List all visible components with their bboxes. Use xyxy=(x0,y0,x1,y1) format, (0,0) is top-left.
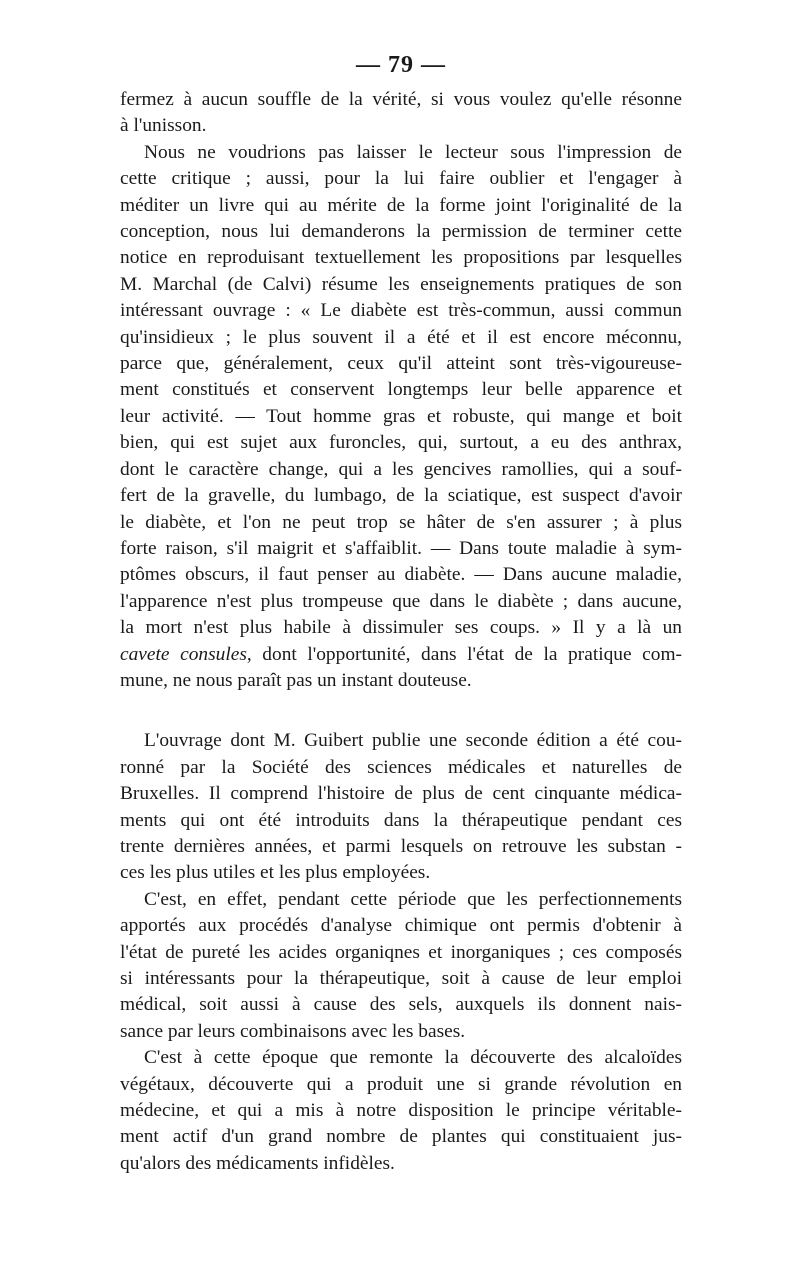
text-line: Nous ne voudrions pas laisser le lecteur sous l'impression de xyxy=(144,141,682,163)
book-page xyxy=(120,52,682,1177)
text-line: sance par leurs combinaisons avec les bases. xyxy=(120,1020,466,1042)
text-line: trente dernières années, et parmi lesquels on retrouve les substan - xyxy=(120,835,682,857)
paragraph xyxy=(120,140,682,695)
text-line: qu'insidieux ; le plus souvent il a été et il est encore méconnu, xyxy=(120,326,682,348)
text-line: bien, qui est sujet aux furoncles, qui, surtout, a eu des anthrax, xyxy=(120,432,682,454)
text-line: forte raison, s'il maigrit et s'affaiblit. — Dans toute maladie à sym- xyxy=(120,537,682,559)
text-line: C'est, en effet, pendant cette période que les perfectionnements xyxy=(144,888,682,910)
text-line: conception, nous lui demanderons la permission de terminer cette xyxy=(120,221,682,243)
text-line: dont le caractère change, qui a les gencives ramollies, qui a souf- xyxy=(120,458,682,480)
text-line: intéressant ouvrage : « Le diabète est très-commun, aussi commun xyxy=(120,300,682,322)
text-line: leur activité. — Tout homme gras et robuste, qui mange et boit xyxy=(120,405,682,427)
text-line: fermez à aucun souffle de la vérité, si vous voulez qu'elle résonne xyxy=(120,89,682,110)
section-gap xyxy=(120,694,682,728)
text-line: la mort n'est plus habile à dissimuler ses coups. » Il y a là un xyxy=(120,617,682,639)
paragraph xyxy=(120,728,682,886)
text-line: à l'unisson. xyxy=(120,115,207,137)
text-line: l'état de pureté les acides organiqnes et inorganiques ; ces composés xyxy=(120,941,682,963)
text-line: végétaux, découverte qui a produit une si grande révolution en xyxy=(120,1073,682,1095)
paragraph xyxy=(120,887,682,1045)
paragraph xyxy=(120,1045,682,1177)
text-line: Bruxelles. Il comprend l'histoire de plus de cent cinquante médica- xyxy=(120,783,682,805)
text-line: ronné par la Société des sciences médicales et naturelles de xyxy=(120,756,682,778)
text-line: ptômes obscurs, il faut penser au diabète. — Dans aucune maladie, xyxy=(120,564,682,586)
text-line: apportés aux procédés d'analyse chimique ont permis d'obtenir à xyxy=(120,915,682,937)
text-line: ments qui ont été introduits dans la thérapeutique pendant ces xyxy=(120,809,682,831)
text-line: M. Marchal (de Calvi) résume les enseignements pratiques de son xyxy=(120,273,682,295)
page-number: — 79 — xyxy=(356,52,446,78)
text-line: ment actif d'un grand nombre de plantes qui constituaient jus- xyxy=(120,1126,682,1148)
text-line: si intéressants pour la thérapeutique, soit à cause de leur emploi xyxy=(120,968,682,989)
text-line: ces les plus utiles et les plus employées. xyxy=(120,862,431,884)
text-line: médecine, et qui a mis à notre disposition le principe véritable- xyxy=(120,1100,682,1122)
text-line: le diabète, et l'on ne peut trop se hâter de s'en assurer ; à plus xyxy=(120,511,682,533)
text-line: méditer un livre qui au mérite de la forme joint l'originalité de la xyxy=(120,194,682,216)
text-line: parce que, généralement, ceux qu'il atteint sont très-vigoureuse- xyxy=(120,353,682,375)
text-line: L'ouvrage dont M. Guibert publie une seconde édition a été cou- xyxy=(144,730,682,752)
text-line: C'est à cette époque que remonte la découverte des alcaloïdes xyxy=(144,1047,682,1069)
text-line: cette critique ; aussi, pour la lui faire oublier et l'engager à xyxy=(120,168,682,190)
text-line: notice en reproduisant textuellement les propositions par lesquelles xyxy=(120,247,682,269)
text-line-italic-start: cavete consules, dont l'opportunité, dans l'état de la pratique com- xyxy=(120,643,683,665)
text-line: qu'alors des médicaments infidèles. xyxy=(120,1152,395,1174)
text-line: médical, soit aussi à cause des sels, auxquels ils donnent nais- xyxy=(120,994,682,1016)
text-line: fert de la gravelle, du lumbago, de la sciatique, est suspect d'avoir xyxy=(120,485,682,507)
text-line: ment constitués et conservent longtemps leur belle apparence et xyxy=(120,379,682,401)
paragraph xyxy=(120,87,682,140)
text-line: mune, ne nous paraît pas un instant douteuse. xyxy=(120,669,472,691)
text-line: l'apparence n'est plus trompeuse que dans le diabète ; dans aucune, xyxy=(120,590,682,612)
